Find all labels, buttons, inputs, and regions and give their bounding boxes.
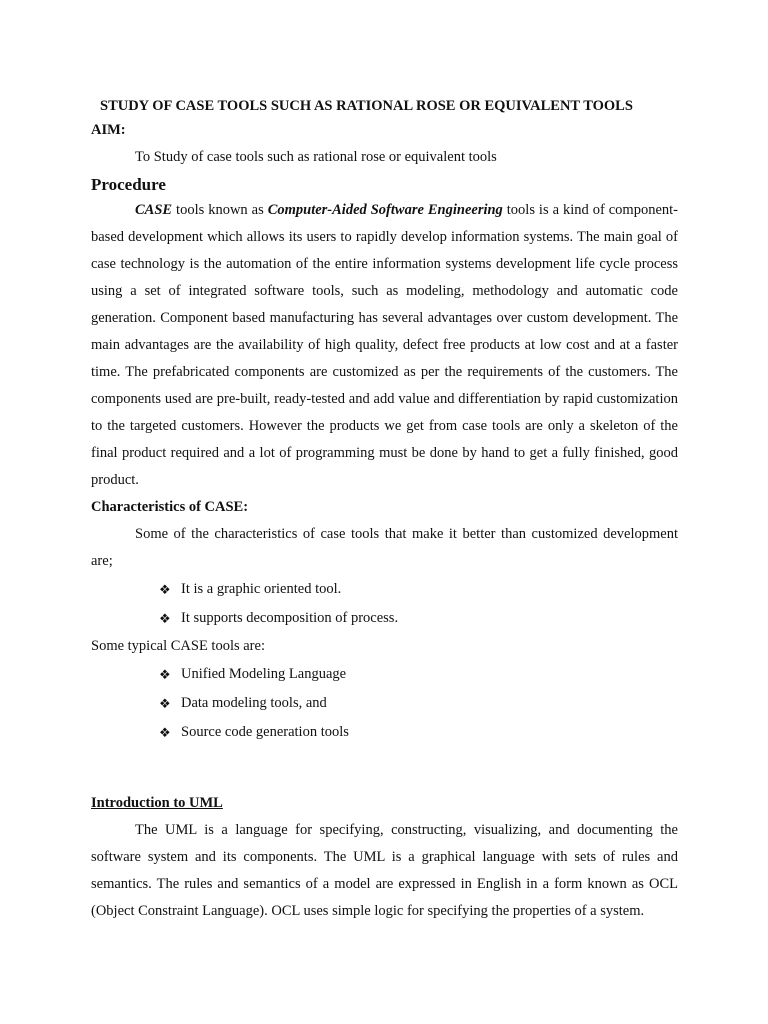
list-item xyxy=(159,604,678,633)
diamond-bullet-icon: ❖ xyxy=(159,582,171,597)
characteristics-intro: Some of the characteristics of case tools that make it better than customized development are; xyxy=(91,526,678,569)
diamond-bullet-icon: ❖ xyxy=(159,725,171,740)
list-item-text: Source code generation tools xyxy=(181,724,349,740)
procedure-paragraph xyxy=(91,197,678,494)
uml-paragraph: The UML is a language for specifying, constructing, visualizing, and documenting the software system and its components. The UML is a graphical language with sets of rules and semantics. The rules and semantics of a model are expressed in English in a form known as OCL (Object Constraint Language). OCL uses simple logic for specifying the properties of a system. xyxy=(91,822,678,919)
list-item-text: Data modeling tools, and xyxy=(181,695,327,711)
characteristics-heading: Characteristics of CASE: xyxy=(91,499,249,515)
uml-heading: Introduction to UML xyxy=(91,795,223,811)
list-item-text: Unified Modeling Language xyxy=(181,666,347,682)
typical-tools-list xyxy=(91,660,678,747)
aim-text: To Study of case tools such as rational rose or equivalent tools xyxy=(135,149,497,165)
section-spacer xyxy=(91,747,678,790)
case-term: CASE xyxy=(135,202,173,218)
case-full-term: Computer-Aided Software Engineering xyxy=(267,202,503,218)
procedure-heading: Procedure xyxy=(91,175,166,194)
list-item xyxy=(159,718,678,747)
document-title: STUDY OF CASE TOOLS SUCH AS RATIONAL ROSE OR EQUIVALENT TOOLS xyxy=(100,98,633,114)
characteristics-list xyxy=(91,575,678,633)
aim-heading: AIM: xyxy=(91,122,126,138)
diamond-bullet-icon: ❖ xyxy=(159,667,171,682)
diamond-bullet-icon: ❖ xyxy=(159,696,171,711)
list-item xyxy=(159,660,678,689)
list-item xyxy=(159,689,678,718)
procedure-text-a: tools known as xyxy=(172,202,268,218)
typical-tools-intro: Some typical CASE tools are: xyxy=(91,638,265,654)
procedure-text-b: tools is a kind of component-based development which allows its users to rapidly develop information systems. The main goal of case technology is the automation of the entire information systems development life cycle process using a set of integrated software tools, such as modeling, methodology and automatic code generation. Component based manufacturing has several advantages over custom development. The main advantages are the availability of high quality, defect free products at low cost and at a faster time. The prefabricated components are customized as per the requirements of the customers. The components used are pre-built, ready-tested and add value and differentiation by rapid customization to the targeted customers. However the products we get from case tools are only a skeleton of the final product required and a lot of programming must be done by hand to get a fully finished, good product. xyxy=(91,202,678,488)
list-item xyxy=(159,575,678,604)
list-item-text: It supports decomposition of process. xyxy=(181,610,399,626)
list-item-text: It is a graphic oriented tool. xyxy=(181,581,342,597)
diamond-bullet-icon: ❖ xyxy=(159,611,171,626)
